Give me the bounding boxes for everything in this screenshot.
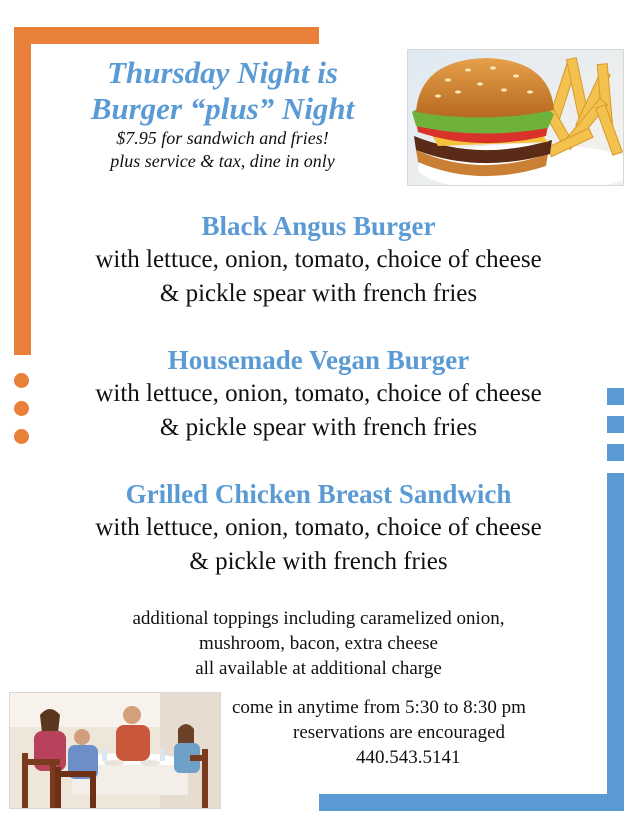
- hours-text: come in anytime from 5:30 to 8:30 pm: [232, 697, 526, 718]
- menu-item-name: Black Angus Burger: [201, 211, 436, 241]
- extras-line: all available at additional charge: [195, 658, 442, 679]
- promo-title-line2: Burger “plus” Night: [90, 91, 355, 126]
- promo-header: [50, 55, 395, 173]
- menu-item-desc: with lettuce, onion, tomato, choice of cheese: [95, 380, 542, 407]
- menu-item: [0, 477, 637, 579]
- menu-item-desc: & pickle spear with french fries: [159, 280, 478, 307]
- menu-item-desc: & pickle with french fries: [189, 548, 448, 575]
- blue-bottom-bar: [319, 794, 624, 811]
- promo-terms: plus service & tax, dine in only: [110, 151, 335, 171]
- reservations-text: reservations are encouraged: [293, 722, 506, 743]
- blue-square: [607, 444, 624, 461]
- menu-item-name: Grilled Chicken Breast Sandwich: [125, 479, 512, 509]
- orange-top-bar: [14, 27, 319, 44]
- phone-number[interactable]: 440.543.5141: [356, 747, 461, 768]
- family-dining-photo: [9, 692, 221, 809]
- menu-item: [0, 343, 637, 445]
- promo-price: $7.95 for sandwich and fries!: [116, 128, 329, 148]
- menu-item-name: Housemade Vegan Burger: [167, 345, 470, 375]
- menu-item-desc: with lettuce, onion, tomato, choice of cheese: [95, 246, 542, 273]
- visit-info: [228, 695, 598, 770]
- extras-line: additional toppings including caramelized onion,: [132, 608, 505, 629]
- extras-line: mushroom, bacon, extra cheese: [199, 633, 438, 654]
- burger-and-fries-photo: [407, 49, 624, 186]
- menu-item-desc: with lettuce, onion, tomato, choice of cheese: [95, 514, 542, 541]
- menu-item-desc: & pickle spear with french fries: [159, 414, 478, 441]
- menu-item: [0, 209, 637, 311]
- additional-toppings: [0, 606, 637, 681]
- promo-title-line1: Thursday Night is: [107, 55, 338, 90]
